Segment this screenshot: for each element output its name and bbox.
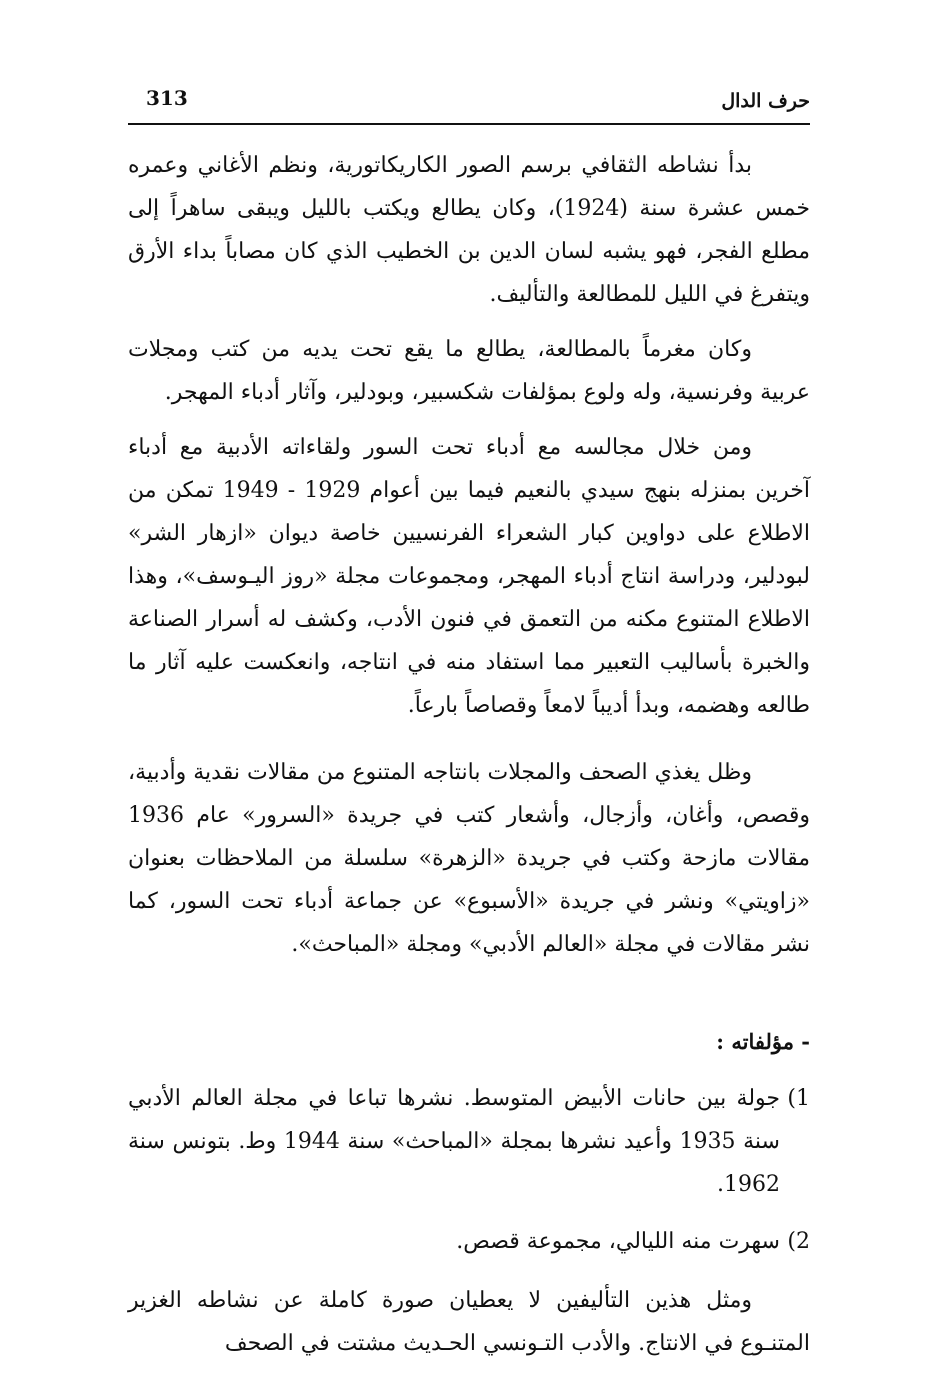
paragraph-reading: وكان مغرماً بالمطالعة، يطالع ما يقع تحت يديه من كتب ومجلات عربية وفرنسية، وله ولوع بمؤلفات شكسبير، وبودلير، وآثار أدباء المهجر. — [128, 337, 810, 405]
list-item — [128, 1077, 810, 1206]
page-header — [128, 82, 810, 122]
works-heading: - مؤلفاته : — [716, 1029, 810, 1054]
running-head: حرف الدال — [721, 90, 810, 112]
list-item-text: سهرت منه الليالي، مجموعة قصص. — [456, 1229, 780, 1254]
list-item — [128, 1220, 810, 1263]
page-body — [128, 144, 810, 1377]
paragraph-cultural-activity: بدأ نشاطه الثقافي برسم الصور الكاريكاتورية، ونظم الأغاني وعمره خمس عشرة سنة (1924)، وكان يطالع ويكتب بالليل ويبقى ساهراً إلى مطلع الفجر، فهو يشبه لسان الدين بن الخطيب الذي كان مصاباً بداء الأرق ويتفرغ في الليل للمطالعة والتأليف. — [128, 153, 811, 307]
works-list — [128, 1077, 810, 1263]
list-item-text: جولة بين حانات الأبيض المتوسط. نشرها تباعا في مجلة العالم الأدبي سنة 1935 وأعيد نشرها بمجلة «المباحث» سنة 1944 وط. بتونس سنة 1962. — [128, 1086, 780, 1197]
list-item-number: 1) — [787, 1086, 810, 1111]
paragraph-closing: ومثل هذين التأليفين لا يعطيان صورة كاملة عن نشاطه الغزير المتنـوع في الانتاج. والأدب التـونسي الحـديث مشتت في الصحف — [128, 1288, 810, 1356]
header-rule — [128, 123, 810, 125]
paragraph-literary-gatherings: ومن خلال مجالسه مع أدباء تحت السور ولقاءاته الأدبية مع أدباء آخرين بمنزله بنهج سيدي بالنعيم فيما بين أعوام 1929 - 1949 تمكن من الاطلاع على دواوين كبار الشعراء الفرنسيين خاصة ديوان «ازهار الشر» لبودلير، ودراسة انتاج أدباء المهجر، ومجموعات مجلة «روز اليـوسف»، وهذا الاطلاع المتنوع مكنه من التعمق في فنون الأدب، وكشف له أسرار الصناعة والخبرة بأساليب التعبير مما استفاد منه في انتاجه، وانعكست عليه آثار ما طالعه وهضمه، وبدأ أديباً لامعاً وقصاصاً بارعاً. — [128, 435, 810, 718]
page-number: 313 — [146, 86, 188, 110]
paragraph-publications: وظل يغذي الصحف والمجلات بانتاجه المتنوع من مقالات نقدية وأدبية، وقصص، وأغان، وأزجال، وأشعار كتب في جريدة «السرور» عام 1936 مقالات مازحة وكتب في جريدة «الزهرة» سلسلة من الملاحظات بعنوان «زاويتي» ونشر في جريدة «الأسبوع» عن جماعة أدباء تحت السور، كما نشر مقالات في مجلة «العالم الأدبي» ومجلة «المباحث». — [128, 760, 810, 957]
list-item-number: 2) — [787, 1229, 810, 1254]
